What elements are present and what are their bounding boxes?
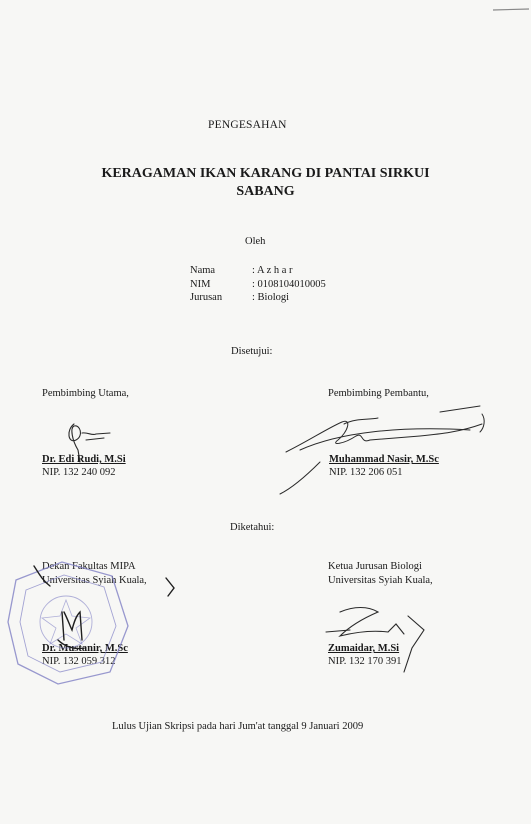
dean-role-line2: Universitas Syiah Kuala, — [42, 575, 147, 586]
nim-value: : 0108104010005 — [252, 279, 326, 290]
dept-value: : Biologi — [252, 292, 290, 303]
assist-supervisor-name: Muhammad Nasir, M.Sc — [329, 454, 439, 465]
thesis-title-line1: KERAGAMAN IKAN KARANG DI PANTAI SIRKUI — [101, 166, 430, 181]
acknowledged-label: Diketahui: — [230, 522, 275, 533]
dean-nip: NIP. 132 059 312 — [42, 656, 116, 667]
assist-supervisor-nip: NIP. 132 206 051 — [329, 467, 403, 478]
nim-label: NIM — [190, 279, 211, 290]
dean-role-line1: Dekan Fakultas MIPA — [42, 561, 136, 572]
dept-label: Jurusan — [190, 292, 223, 303]
approved-label: Disetujui: — [231, 346, 273, 357]
main-supervisor-role: Pembimbing Utama, — [42, 388, 129, 399]
exam-footer: Lulus Ujian Skripsi pada hari Jum'at tanggal 9 Januari 2009 — [112, 721, 364, 732]
dean-name: Dr. Mustanir, M.Sc — [42, 643, 128, 654]
name-value: : A z h a r — [252, 265, 293, 276]
by-label: Oleh — [245, 236, 266, 247]
name-label: Nama — [190, 265, 216, 276]
head-dept-name: Zumaidar, M.Si — [328, 643, 400, 654]
signature-zumaidar — [326, 608, 424, 673]
thesis-title-line2: SABANG — [236, 184, 295, 199]
page-heading: PENGESAHAN — [208, 119, 287, 131]
head-dept-nip: NIP. 132 170 391 — [328, 656, 402, 667]
head-dept-role-line2: Universitas Syiah Kuala, — [328, 575, 433, 586]
signature-edi-rudi — [69, 424, 110, 462]
assist-supervisor-role: Pembimbing Pembantu, — [328, 388, 429, 399]
signature-muhammad-nasir — [280, 406, 484, 494]
main-supervisor-nip: NIP. 132 240 092 — [42, 467, 116, 478]
main-supervisor-name: Dr. Edi Rudi, M.Si — [42, 454, 126, 465]
university-stamp — [8, 562, 128, 684]
head-dept-role-line1: Ketua Jurusan Biologi — [328, 561, 422, 572]
